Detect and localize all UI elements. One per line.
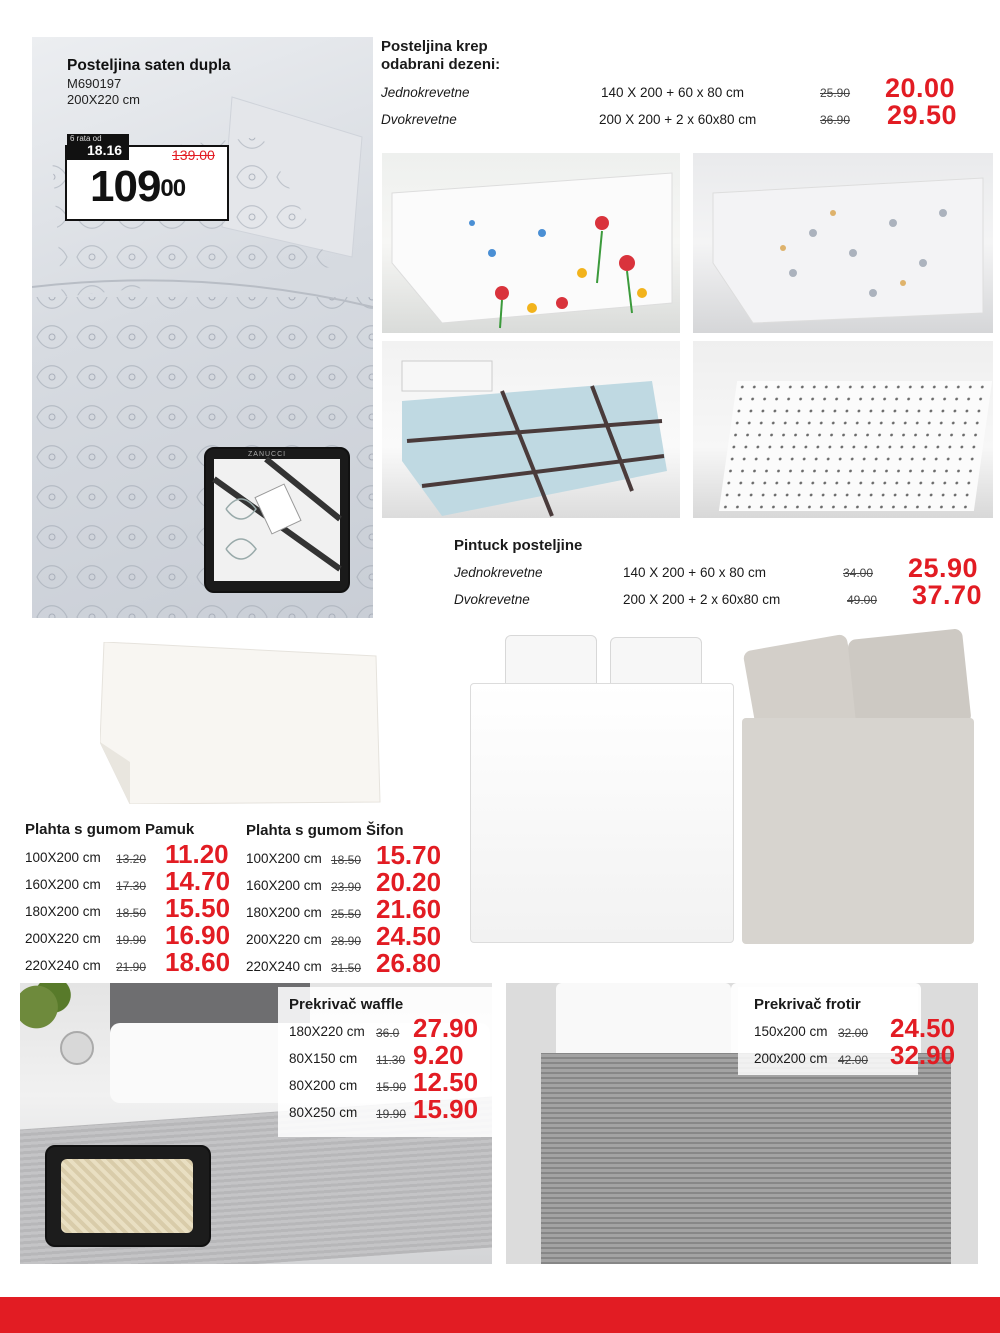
- pamuk-row-3-price: 15.50: [165, 893, 231, 923]
- krep-row-2-old: 36.90: [820, 113, 851, 127]
- frotir-row-1-price: 24.50: [890, 1013, 956, 1043]
- pintuck-row-1-old: 34.00: [843, 566, 874, 580]
- sifon-row-5-price: 26.80: [376, 948, 442, 978]
- pintuck-row-2-label: Dvokrevetne: [454, 592, 530, 607]
- saten-giftbox-inset: [204, 447, 350, 593]
- sifon-row-2-size: 160X200 cm: [246, 878, 322, 893]
- sifon-row-4-price: 24.50: [376, 921, 442, 951]
- pamuk-row-2-size: 160X200 cm: [25, 877, 101, 892]
- krep-row-2-dims: 200 X 200 + 2 x 60x80 cm: [599, 112, 757, 127]
- waffle-row-4-price: 15.90: [413, 1094, 479, 1124]
- fitted-sheet-drawing: [100, 642, 382, 804]
- saten-price: [90, 162, 186, 211]
- sifon-title: Plahta s gumom Šifon: [246, 822, 404, 839]
- pamuk-row-3-size: 180X200 cm: [25, 904, 101, 919]
- krep-row-1-dims: 140 X 200 + 60 x 80 cm: [601, 85, 744, 100]
- krep-photo-floral: [382, 153, 680, 333]
- frotir-row-1-size: 150x200 cm: [754, 1024, 828, 1039]
- alarm-clock: [60, 1031, 94, 1065]
- saten-price-int: 109: [90, 162, 161, 211]
- frotir-title: Prekrivač frotir: [754, 996, 861, 1013]
- saten-bedding-photo: [32, 37, 373, 618]
- waffle-row-3-size: 80X200 cm: [289, 1078, 358, 1093]
- krep-title-1: Posteljina krep: [381, 38, 488, 55]
- pamuk-row-1-old: 13.20: [116, 852, 147, 866]
- waffle-row-2-price: 9.20: [413, 1040, 464, 1070]
- floral-duvet-drawing: [382, 153, 680, 333]
- pamuk-row-3-old: 18.50: [116, 906, 147, 920]
- waffle-row-4-old: 19.90: [376, 1107, 407, 1121]
- krep-row-2-label: Dvokrevetne: [381, 112, 457, 127]
- krep-photo-dots: [693, 341, 993, 518]
- butterfly-duvet-drawing: [693, 153, 993, 333]
- pamuk-row-2-price: 14.70: [165, 866, 231, 896]
- pintuck-white-bedding: [470, 635, 732, 943]
- pintuck-row-2-old: 49.00: [847, 593, 878, 607]
- pintuck-row-1-dims: 140 X 200 + 60 x 80 cm: [623, 565, 766, 580]
- pamuk-row-5-size: 220X240 cm: [25, 958, 101, 973]
- dots-duvet: [719, 381, 992, 511]
- frotir-blanket: [541, 1053, 951, 1264]
- sifon-row-5-size: 220X240 cm: [246, 959, 322, 974]
- krep-row-1-label: Jednokrevetne: [381, 85, 470, 100]
- saten-rate-value: 18.16: [87, 142, 123, 158]
- frotir-row-1-old: 32.00: [838, 1026, 869, 1040]
- saten-size: 200X220 cm: [67, 92, 140, 107]
- waffle-row-3-old: 15.90: [376, 1080, 407, 1094]
- pintuck-title: Pintuck posteljine: [454, 537, 583, 554]
- krep-row-1-old: 25.90: [820, 86, 851, 100]
- waffle-title: Prekrivač waffle: [289, 996, 404, 1013]
- saten-rate-label: 6 rata od: [70, 134, 102, 143]
- krep-photo-check: [382, 341, 680, 518]
- pamuk-row-4-size: 200X220 cm: [25, 931, 101, 946]
- frotir-row-2-size: 200x200 cm: [754, 1051, 828, 1066]
- waffle-inset: [45, 1145, 211, 1247]
- waffle-row-3-price: 12.50: [413, 1067, 479, 1097]
- frotir-row-2-old: 42.00: [838, 1053, 869, 1067]
- pamuk-title: Plahta s gumom Pamuk: [25, 821, 195, 838]
- waffle-row-2-old: 11.30: [376, 1053, 406, 1067]
- footer-red-band: [0, 1297, 1000, 1333]
- sifon-row-5-old: 31.50: [331, 961, 362, 975]
- fitted-sheet-photo: [100, 642, 382, 804]
- sifon-row-2-old: 23.90: [331, 880, 362, 894]
- sifon-row-4-size: 200X220 cm: [246, 932, 322, 947]
- pamuk-row-5-price: 18.60: [165, 947, 231, 977]
- pamuk-row-5-old: 21.90: [116, 960, 147, 974]
- waffle-row-2-size: 80X150 cm: [289, 1051, 358, 1066]
- pamuk-row-4-old: 19.90: [116, 933, 147, 947]
- pamuk-row-1-size: 100X200 cm: [25, 850, 101, 865]
- pintuck-row-1-label: Jednokrevetne: [454, 565, 543, 580]
- pintuck-row-2-dims: 200 X 200 + 2 x 60x80 cm: [623, 592, 781, 607]
- sifon-row-3-size: 180X200 cm: [246, 905, 322, 920]
- waffle-row-1-old: 36.0: [376, 1026, 400, 1040]
- pintuck-grey-bedding: [740, 628, 976, 946]
- pintuck-row-2-price: 37.70: [912, 580, 983, 610]
- sifon-row-1-size: 100X200 cm: [246, 851, 322, 866]
- saten-rate-tag: [67, 134, 129, 160]
- giftbox-brand: ZANUCCI: [248, 451, 287, 458]
- pamuk-row-1-price: 11.20: [165, 839, 229, 869]
- krep-row-1-price: 20.00: [885, 73, 956, 103]
- sifon-row-4-old: 28.90: [331, 934, 362, 948]
- sifon-row-2-price: 20.20: [376, 867, 442, 897]
- pamuk-row-4-price: 16.90: [165, 920, 231, 950]
- grey-duvet: [742, 718, 974, 944]
- pintuck-row-1-price: 25.90: [908, 553, 979, 583]
- krep-photo-butterfly: [693, 153, 993, 333]
- sifon-row-3-price: 21.60: [376, 894, 442, 924]
- sifon-row-3-old: 25.50: [331, 907, 362, 921]
- krep-title-2: odabrani dezeni:: [381, 56, 501, 73]
- frotir-row-2-price: 32.90: [890, 1040, 956, 1070]
- sifon-row-1-old: 18.50: [331, 853, 362, 867]
- white-duvet: [470, 683, 734, 943]
- saten-title: Posteljina saten dupla: [67, 57, 231, 74]
- waffle-row-4-size: 80X250 cm: [289, 1105, 358, 1120]
- saten-code: M690197: [67, 76, 122, 91]
- sifon-row-1-price: 15.70: [376, 840, 442, 870]
- folded-blanket: [61, 1159, 193, 1233]
- saten-price-dec: 00: [160, 175, 186, 202]
- krep-row-2-price: 29.50: [887, 100, 958, 130]
- check-duvet-drawing: [382, 341, 680, 518]
- saten-old-price: 139.00: [172, 147, 215, 163]
- waffle-row-1-price: 27.90: [413, 1013, 479, 1043]
- pamuk-row-2-old: 17.30: [116, 879, 147, 893]
- giftbox-drawing: [206, 449, 348, 591]
- waffle-row-1-size: 180X220 cm: [289, 1024, 365, 1039]
- white-pillow-left: [505, 635, 597, 689]
